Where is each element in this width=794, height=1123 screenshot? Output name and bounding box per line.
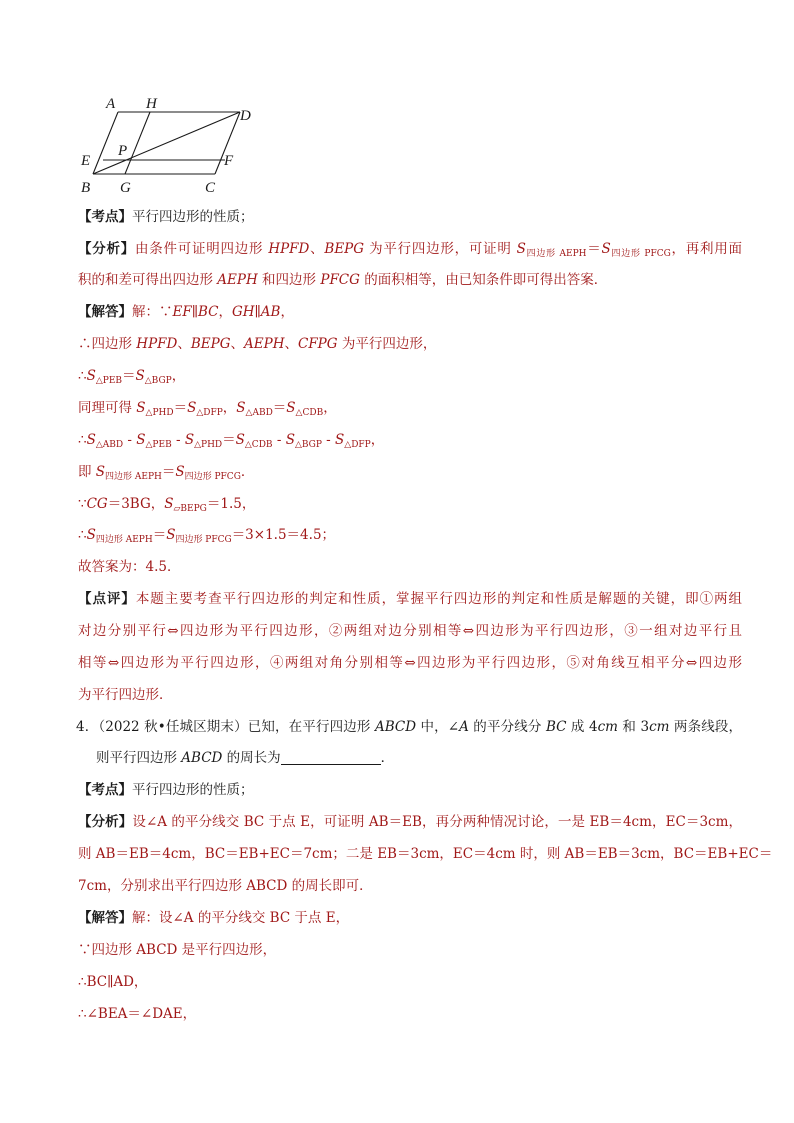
q4-stem-line1: 4．（2022 秋•任城区期末）已知，在平行四边形 ABCD 中，∠A 的平分线分 BC 成 4cm 和 3cm 两条线段， — [76, 719, 743, 735]
q4-jieda-line1: 【解答】解：设∠A 的平分线交 BC 于点 E， — [78, 910, 350, 926]
label-e: E — [81, 153, 91, 169]
q4-kaodian: 【考点】平行四边形的性质； — [78, 782, 254, 798]
label-c: C — [205, 180, 216, 196]
q3-dianping-line2: 对边分别平行⇔四边形为平行四边形，②两组对边分别相等⇔四边形为平行四边形，③一组对边平行且 — [78, 623, 742, 639]
q4-jieda-line2: ∵四边形 ABCD 是平行四边形， — [78, 942, 277, 958]
q3-jieda-line5: $\therefore S_{\triangle ABD} - S_{\triangle PEB} - S_{\triangle PHD}=S_{\triangle CDB} - S_{\triangle BGP} - S_{\triangle DFP}$， — [78, 432, 385, 450]
q3-jieda-line7: ∵CG＝3BG，$S_{▱BEPG}=1.5$， — [78, 496, 256, 514]
label-h: H — [146, 96, 157, 112]
label-a: A — [106, 96, 116, 112]
label-d: D — [240, 108, 251, 124]
q3-dianping-line4: 为平行四边形． — [78, 687, 173, 703]
q3-answer: 故答案为：4.5． — [78, 559, 181, 575]
q4-jieda-line3: ∴BC∥AD， — [78, 974, 148, 990]
parallelogram-figure — [78, 94, 268, 198]
label-b: B — [81, 180, 91, 196]
diagonal-bd — [93, 112, 240, 174]
q4-jieda-line4: ∴∠BEA＝∠DAE， — [78, 1006, 197, 1022]
label-p: P — [118, 143, 128, 159]
q4-fenxi-line3: 7cm，分别求出平行四边形 ABCD 的周长即可． — [78, 878, 373, 894]
q3-kaodian: 【考点】平行四边形的性质； — [78, 209, 254, 225]
q3-dianping-line3: 相等⇔四边形为平行四边形，④两组对角分别相等⇔四边形为平行四边形，⑤对角线互相平分⇔四边形 — [78, 655, 742, 671]
segment-hg — [125, 112, 150, 174]
q4-fenxi-line1: 【分析】设∠A 的平分线交 BC 于点 E，可证明 AB＝EB，再分两种情况讨论，一是 EB＝4cm，EC＝3cm， — [78, 814, 742, 830]
q3-fenxi-line1: 【分析】由条件可证明四边形 HPFD、BEPG 为平行四边形，可证明 $S_{四边形 AEPH}=S_{四边形 PFCG}$，再利用面 — [78, 241, 743, 259]
q3-dianping-line1: 【点评】本题主要考查平行四边形的判定和性质，掌握平行四边形的判定和性质是解题的关键，即①两组 — [78, 591, 743, 607]
q3-jieda-line8: $\therefore S_{四边形 AEPH}=S_{四边形 PFCG}=3\times 1.5=4.5$； — [78, 527, 336, 545]
q4-stem-line2: 则平行四边形 ABCD 的周长为 ． — [96, 750, 395, 766]
q3-jieda-line2: ∴四边形 HPFD、BEPG、AEPH、CFPG 为平行四边形， — [78, 336, 437, 352]
q3-jieda-line3: $\therefore S_{\triangle PEB}=S_{\triangle BGP}$， — [78, 368, 186, 386]
q4-fenxi-line2: 则 AB＝EB＝4cm，BC＝EB+EC＝7cm；二是 EB＝3cm，EC＝4cm 时，则 AB＝EB＝3cm，BC＝EB+EC＝ — [78, 846, 773, 862]
q3-jieda-line1: 【解答】解：∵EF∥BC，GH∥AB， — [78, 304, 294, 320]
q3-jieda-line4: 同理可得 $S_{\triangle PHD}=S_{\triangle DFP}$，$S_{\triangle ABD}=S_{\triangle CDB}$， — [78, 400, 337, 418]
answer-blank[interactable] — [281, 750, 381, 765]
q3-jieda-line6: 即 $S_{四边形 AEPH}=S_{四边形 PFCG}$． — [78, 464, 255, 482]
label-f: F — [224, 153, 234, 169]
q3-fenxi-line2: 积的和差可得出四边形 AEPH 和四边形 PFCG 的面积相等，由已知条件即可得出答案． — [78, 272, 608, 288]
label-g: G — [120, 180, 131, 196]
